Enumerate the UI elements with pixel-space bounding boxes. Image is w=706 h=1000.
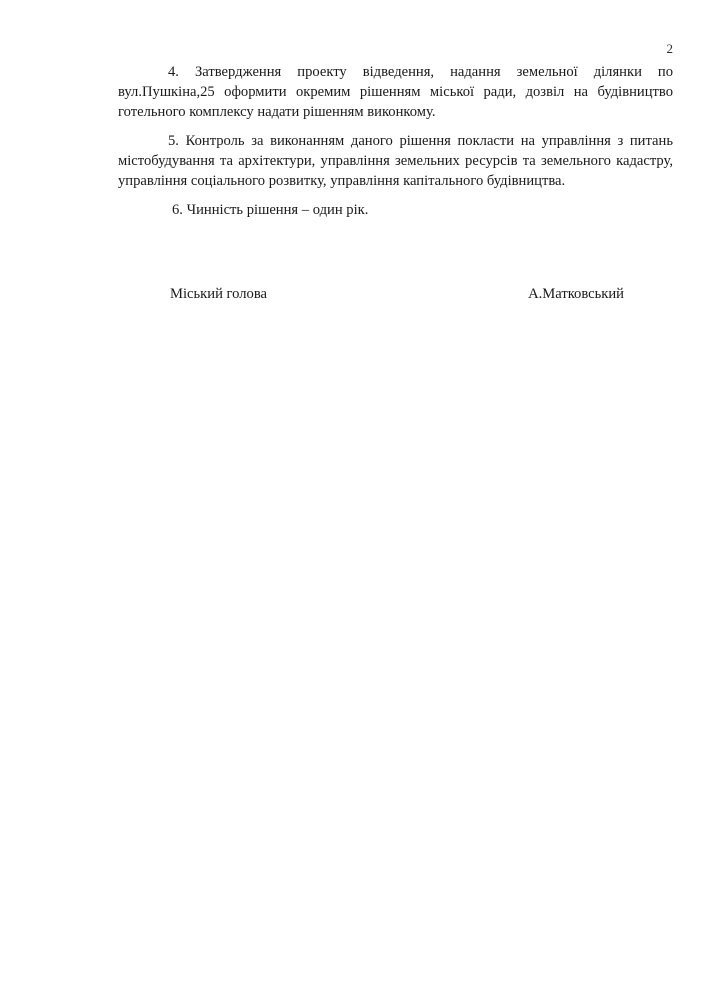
paragraph-item-5: [118, 131, 673, 191]
item-number-4: 4.: [168, 64, 179, 80]
signature-role: Міський голова: [170, 286, 268, 302]
document-body: [118, 62, 673, 220]
page-number: 2: [666, 41, 673, 56]
paragraph-item-4: [118, 62, 673, 122]
item-number-5: 5.: [168, 133, 179, 149]
paragraph-item-6: [118, 200, 673, 220]
item-number-6: 6.: [172, 202, 183, 218]
signature-name: А.Матковський: [528, 286, 624, 302]
item-gap-4: [179, 64, 195, 80]
signature-block: [170, 284, 673, 304]
item-text-4: Затвердження проекту відведення, надання земельної ділянки по вул.Пушкіна,25 оформити окремим рішенням міської ради, дозвіл на будівництво готельного комплексу надати рішенням виконкому.: [118, 64, 673, 120]
item-gap-5: [179, 133, 186, 149]
item-text-5: Контроль за виконанням даного рішення покласти на управління з питань містобудування та архітектури, управління земельних ресурсів та земельного кадастру, управління соціального розвитку, управління капітального будівництва.: [118, 133, 673, 189]
item-text-6: Чинність рішення – один рік.: [186, 202, 369, 218]
